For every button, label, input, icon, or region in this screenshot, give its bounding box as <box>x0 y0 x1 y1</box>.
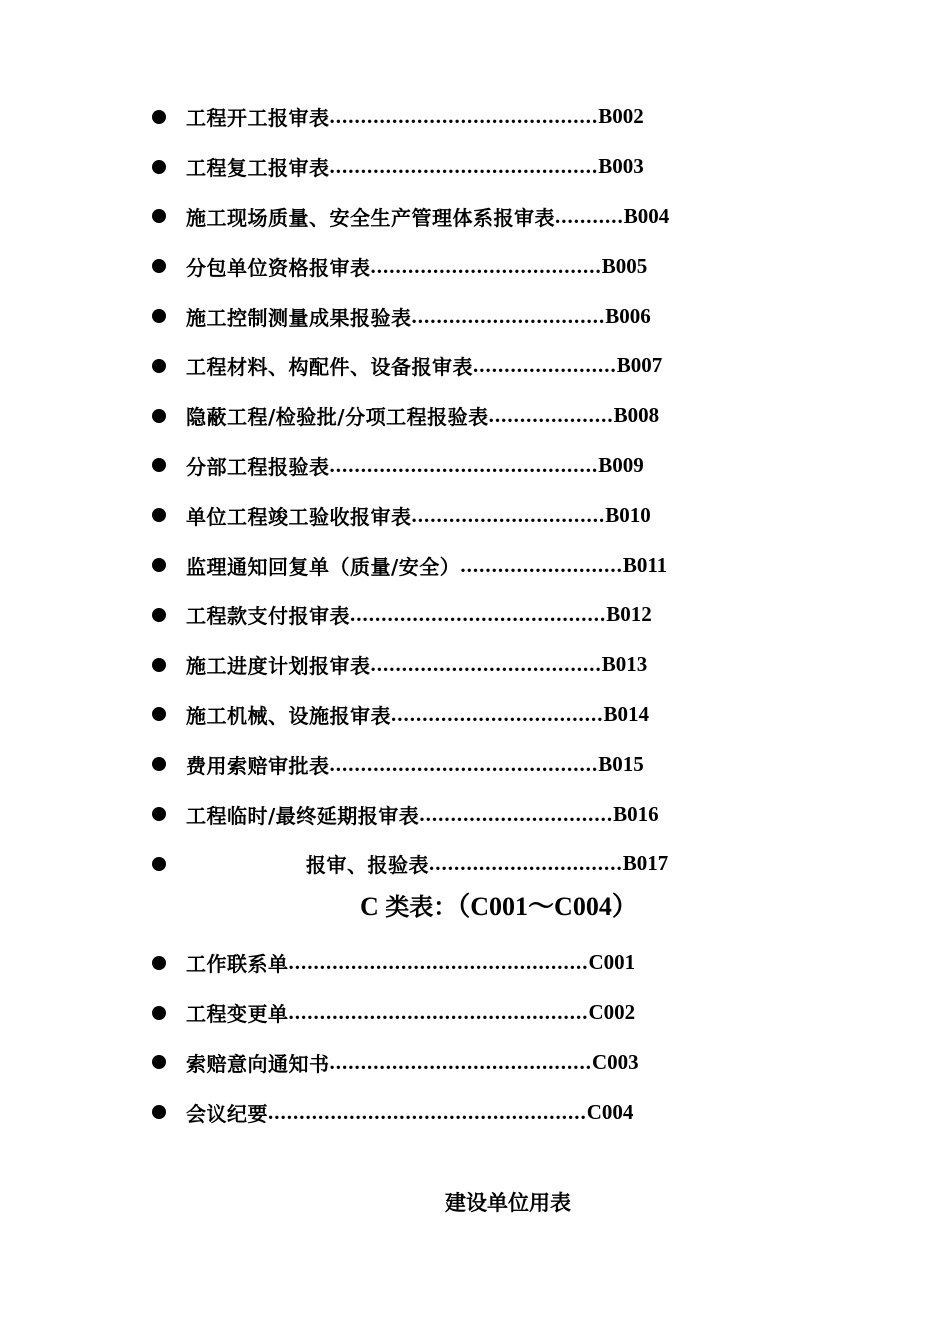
form-code: B002 <box>598 104 644 129</box>
list-item <box>152 1087 772 1137</box>
dot-leader: ............................... <box>429 851 623 876</box>
bullet-icon <box>152 558 166 572</box>
dot-leader: ........................................... <box>329 104 599 129</box>
form-title: 工程变更单 <box>186 1002 289 1027</box>
bullet-icon <box>152 1006 166 1020</box>
form-title: 分包单位资格报审表 <box>186 255 371 280</box>
b-form-list <box>152 92 772 889</box>
form-title: 隐蔽工程/检验批/分项工程报验表 <box>186 405 489 430</box>
dot-leader: ........................................... <box>329 751 599 776</box>
form-title: 工程复工报审表 <box>186 156 330 181</box>
form-title: 索赔意向通知书 <box>186 1051 330 1076</box>
list-item <box>152 640 772 690</box>
form-code: B009 <box>598 452 644 477</box>
list-item <box>152 938 772 988</box>
form-title: 分部工程报验表 <box>186 454 330 479</box>
bullet-icon <box>152 160 166 174</box>
form-code: B003 <box>598 154 644 179</box>
list-item <box>152 490 772 540</box>
form-code: B004 <box>623 203 670 228</box>
dot-leader: ..................................... <box>370 652 602 677</box>
bullet-icon <box>152 458 166 472</box>
form-code: C001 <box>588 950 636 975</box>
list-item <box>152 988 772 1038</box>
form-code: B005 <box>601 253 648 278</box>
form-code: C002 <box>588 1000 636 1025</box>
dot-leader: ........................................... <box>329 154 599 179</box>
list-item <box>152 391 772 441</box>
dot-leader: ....................... <box>473 353 617 378</box>
form-code: B011 <box>622 552 668 577</box>
list-item <box>152 690 772 740</box>
bullet-icon <box>152 309 166 323</box>
form-code: B010 <box>605 502 651 527</box>
form-title: 费用索赔审批表 <box>186 753 330 778</box>
list-item <box>152 739 772 789</box>
section-heading-letter: C <box>360 892 386 921</box>
dot-leader: ............................... <box>411 502 606 527</box>
dot-leader: ........................................... <box>329 452 599 477</box>
bullet-icon <box>152 857 166 871</box>
list-item <box>152 590 772 640</box>
form-code: B017 <box>622 851 669 876</box>
list-item <box>152 441 772 491</box>
bullet-icon <box>152 1105 166 1119</box>
form-code: B013 <box>601 652 648 677</box>
form-title: 工作联系单 <box>186 952 289 977</box>
bullet-icon <box>152 707 166 721</box>
list-item <box>152 291 772 341</box>
section-heading-range: （C001～C004） <box>457 892 638 921</box>
bullet-icon <box>152 508 166 522</box>
bullet-icon <box>152 956 166 970</box>
list-item <box>152 789 772 839</box>
form-code: B006 <box>605 303 651 328</box>
bullet-icon <box>152 409 166 423</box>
dot-leader: ................................................ <box>288 950 589 975</box>
dot-leader: ..................................... <box>370 253 602 278</box>
list-item <box>152 839 772 889</box>
bullet-icon <box>152 1055 166 1069</box>
form-code: C004 <box>586 1099 634 1124</box>
list-item <box>152 540 772 590</box>
form-title: 工程材料、构配件、设备报审表 <box>186 355 473 380</box>
section-heading-label: 类表： <box>385 893 458 921</box>
form-code: B007 <box>616 353 663 378</box>
list-item <box>152 341 772 391</box>
form-code: B008 <box>613 403 660 428</box>
form-code: B014 <box>603 701 650 726</box>
form-title: 监理通知回复单（质量/安全） <box>186 554 461 579</box>
list-item <box>152 192 772 242</box>
dot-leader: .................................. <box>391 701 604 726</box>
bullet-icon <box>152 807 166 821</box>
form-title: 施工现场质量、安全生产管理体系报审表 <box>186 205 555 230</box>
bullet-icon <box>152 110 166 124</box>
form-code: B016 <box>613 801 659 826</box>
dot-leader: ............................... <box>419 801 614 826</box>
form-code: B012 <box>606 602 652 627</box>
list-item <box>152 1038 772 1088</box>
bullet-icon <box>152 259 166 273</box>
dot-leader: .......................................... <box>329 1049 592 1074</box>
form-title: 施工机械、设施报审表 <box>186 703 391 728</box>
bullet-icon <box>152 757 166 771</box>
dot-leader: ......................................... <box>350 602 607 627</box>
dot-leader: ................................................... <box>268 1099 587 1124</box>
bullet-icon <box>152 209 166 223</box>
bullet-icon <box>152 608 166 622</box>
bullet-icon <box>152 359 166 373</box>
dot-leader: ................................................ <box>288 1000 589 1025</box>
form-code: B015 <box>598 751 644 776</box>
form-title: 施工进度计划报审表 <box>186 654 371 679</box>
form-title: 工程临时/最终延期报审表 <box>186 803 420 828</box>
footer-title: 建设单位用表 <box>445 1191 571 1215</box>
form-title: 报审、报验表 <box>306 853 429 878</box>
list-item <box>152 92 772 142</box>
form-code: C003 <box>592 1049 639 1074</box>
list-item <box>152 142 772 192</box>
section-heading-c <box>360 886 638 923</box>
form-title: 会议纪要 <box>186 1101 268 1126</box>
c-form-list <box>152 938 772 1137</box>
dot-leader: .................... <box>488 403 614 428</box>
list-item <box>152 241 772 291</box>
dot-leader: ........... <box>555 203 624 228</box>
form-title: 工程开工报审表 <box>186 106 330 131</box>
form-title: 工程款支付报审表 <box>186 604 350 629</box>
form-title: 单位工程竣工验收报审表 <box>186 504 412 529</box>
form-title: 施工控制测量成果报验表 <box>186 305 412 330</box>
dot-leader: ............................... <box>411 303 606 328</box>
dot-leader: .......................... <box>460 552 623 577</box>
bullet-icon <box>152 658 166 672</box>
